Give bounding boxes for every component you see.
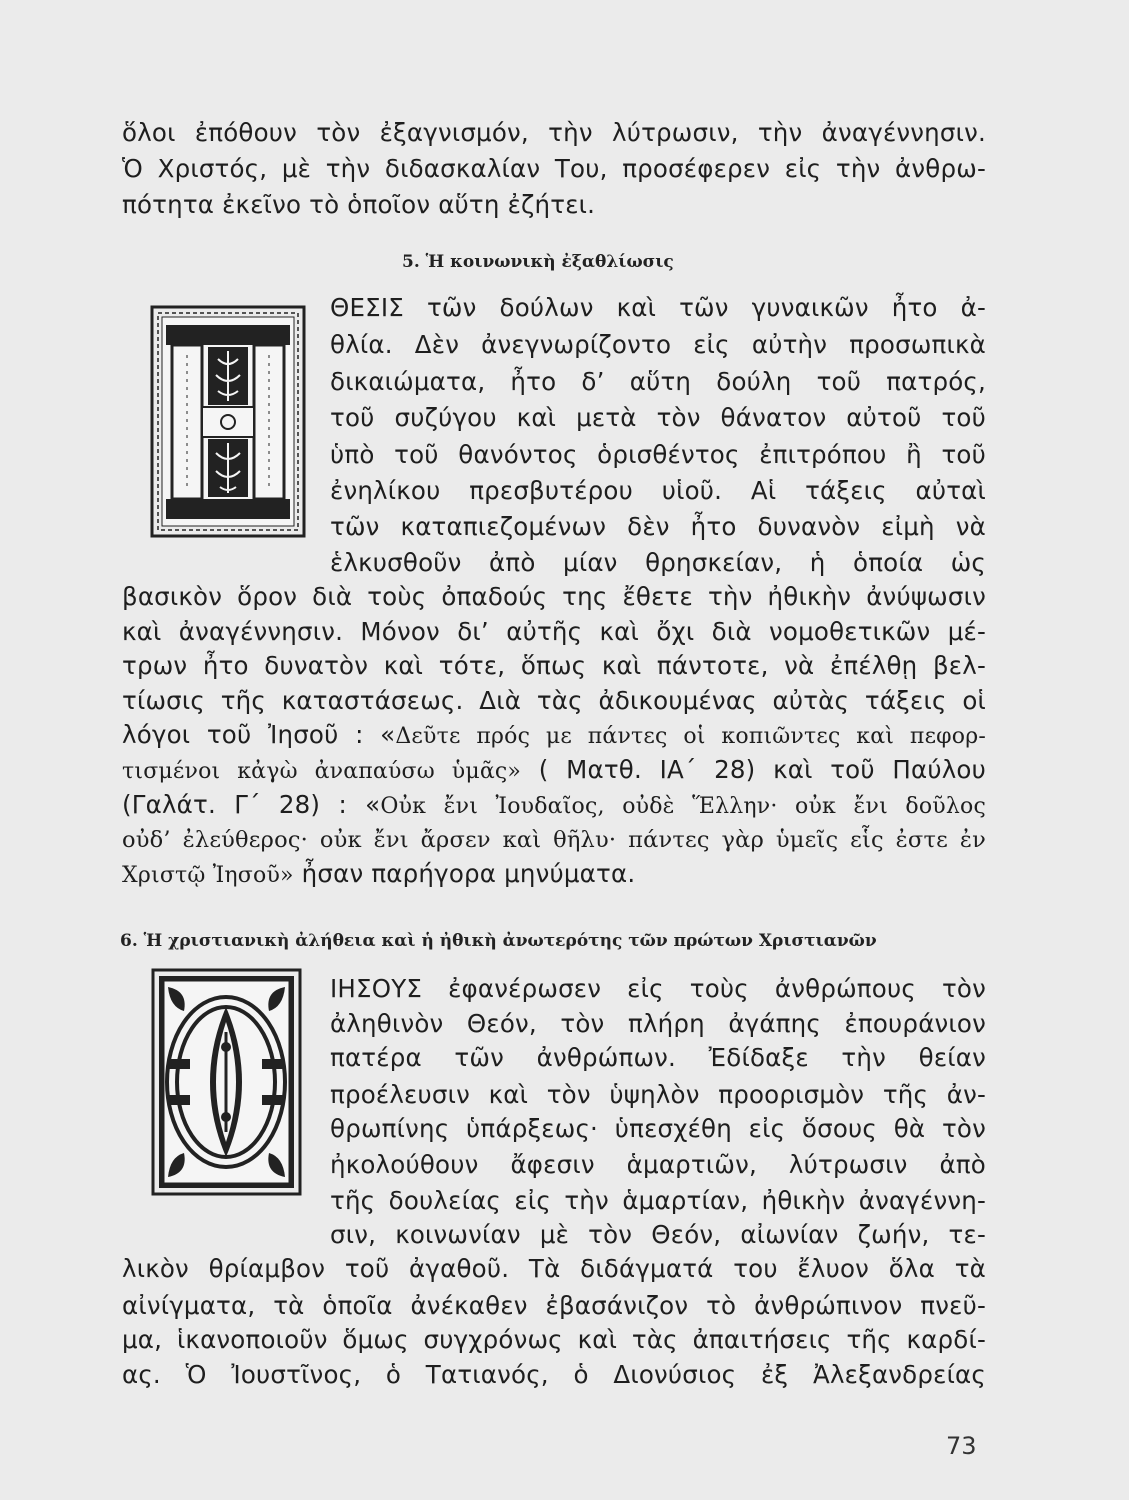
intro-line-2: Ὁ Χριστός, μὲ τὴν διδασκαλίαν Του, προσέφερεν εἰς τὴν ἀνθρω- xyxy=(122,154,986,183)
matthew-quote-end: τισμένοι κἀγὼ ἀναπαύσω ὑμᾶς» xyxy=(122,759,522,784)
s6-line-2: ἀληθινὸν Θεόν, τὸν πλήρη ἀγάπης ἐπουράνιον xyxy=(330,1009,986,1038)
galatians-quote-middle: οὐδ’ ἐλεύθερος· οὐκ ἔνι ἄρσεν καὶ θῆλυ· πάντες γὰρ ὑμεῖς εἷς ἐστε ἐν xyxy=(122,827,986,853)
section-5-heading: 5. Ἡ κοινωνικὴ ἐξαθλίωσις xyxy=(402,252,674,272)
s5-line-17-text: ἦσαν παρήγορα μηνύματα. xyxy=(293,859,636,888)
s6-line-7: τῆς δουλείας εἰς τὴν ἁμαρτίαν, ἠθικὴν ἀναγέννη- xyxy=(330,1186,986,1215)
s5-line-13 xyxy=(122,717,986,753)
s5-line-15 xyxy=(122,787,986,823)
s6-line-5: θρωπίνης ὑπάρξεως· ὑπεσχέθη εἰς ὅσους θὰ τὸν xyxy=(330,1114,986,1143)
s6-line-8: σιν, κοινωνίαν μὲ τὸν Θεόν, αἰωνίαν ζωήν, τε- xyxy=(330,1220,986,1249)
intro-line-3: πότητα ἐκεῖνο τὸ ὁποῖον αὕτη ἐζήτει. xyxy=(122,190,596,219)
s5-line-8: ἑλκυσθοῦν ἀπὸ μίαν θρησκείαν, ἡ ὁποία ὡς xyxy=(330,548,986,577)
s6-line-6: ἠκολούθουν ἄφεσιν ἁμαρτιῶν, λύτρωσιν ἀπὸ xyxy=(330,1150,986,1179)
s6-line-4: προέλευσιν καὶ τὸν ὑψηλὸν προορισμὸν τῆς ἀν- xyxy=(330,1080,986,1109)
s5-line-14-text: ( Ματθ. ΙΑ΄ 28) καὶ τοῦ Παύλου xyxy=(521,755,986,784)
s5-line-1: ΘΕΣΙΣ τῶν δούλων καὶ τῶν γυναικῶν ἦτο ἀ- xyxy=(330,293,986,322)
decorated-initial-omicron xyxy=(150,967,303,1197)
s6-line-12: ας. Ὁ Ἰουστῖνος, ὁ Τατιανός, ὁ Διονύσιος ἐξ Ἀλεξανδρείας xyxy=(122,1360,986,1389)
s5-line-17 xyxy=(122,856,986,892)
s5-line-15-text: (Γαλάτ. Γ΄ 28) : « xyxy=(122,790,381,819)
matthew-quote-start: Δεῦτε πρός με πάντες οἱ κοπιῶντες καὶ πεφορ- xyxy=(395,724,986,749)
s5-line-12: τίωσις τῆς καταστάσεως. Διὰ τὰς ἀδικουμένας αὐτὰς τάξεις οἱ xyxy=(122,686,986,715)
s5-line-6: ἐνηλίκου πρεσβυτέρου υἱοῦ. Αἱ τάξεις αὐταὶ xyxy=(330,476,986,505)
s6-line-11: μα, ἱκανοποιοῦν ὅμως συγχρόνως καὶ τὰς ἀπαιτήσεις τῆς καρδί- xyxy=(122,1325,986,1354)
s5-line-13-text: λόγοι τοῦ Ἰησοῦ : « xyxy=(122,720,396,749)
s6-line-1: ΙΗΣΟΥΣ ἐφανέρωσεν εἰς τοὺς ἀνθρώπους τὸν xyxy=(330,974,986,1003)
s5-line-3: δικαιώματα, ἦτο δ’ αὕτη δούλη τοῦ πατρός, xyxy=(330,367,986,396)
s5-line-5: ὑπὸ τοῦ θανόντος ὁρισθέντος ἐπιτρόπου ἢ τοῦ xyxy=(330,440,986,469)
s5-line-10: καὶ ἀναγέννησιν. Μόνον δι’ αὐτῆς καὶ ὄχι διὰ νομοθετικῶν μέ- xyxy=(122,617,986,646)
s5-line-14 xyxy=(122,752,986,788)
section-6-heading: 6. Ἡ χριστιανικὴ ἀλήθεια καὶ ἡ ἠθικὴ ἀνωτερότης τῶν πρώτων Χριστιανῶν xyxy=(120,931,877,951)
s5-line-11: τρων ἦτο δυνατὸν καὶ τότε, ὅπως καὶ πάντοτε, νὰ ἐπέλθῃ βελ- xyxy=(122,651,986,680)
galatians-quote-end: Χριστῷ Ἰησοῦ» xyxy=(122,863,294,888)
page-number: 73 xyxy=(946,1432,977,1460)
s5-line-2: θλία. Δὲν ἀνεγνωρίζοντο εἰς αὐτὴν προσωπικὰ xyxy=(330,330,986,359)
s5-line-9: βασικὸν ὅρον διὰ τοὺς ὀπαδούς της ἔθετε τὴν ἠθικὴν ἀνύψωσιν xyxy=(122,582,986,611)
galatians-quote-start: Οὐκ ἔνι Ἰουδαῖος, οὐδὲ Ἕλλην· οὐκ ἔνι δοῦλος xyxy=(380,794,986,819)
intro-line-1: ὅλοι ἐπόθουν τὸν ἐξαγνισμόν, τὴν λύτρωσιν, τὴν ἀναγέννησιν. xyxy=(122,118,986,147)
s6-line-3: πατέρα τῶν ἀνθρώπων. Ἐδίδαξε τὴν θείαν xyxy=(330,1043,986,1072)
decorated-initial-eta xyxy=(148,303,308,540)
s6-line-10: αἰνίγματα, τὰ ὁποῖα ἀνέκαθεν ἐβασάνιζον τὸ ἀνθρώπινον πνεῦ- xyxy=(122,1291,986,1320)
s5-line-7: τῶν καταπιεζομένων δὲν ἦτο δυνανὸν εἰμὴ νὰ xyxy=(330,512,986,541)
s5-line-4: τοῦ συζύγου καὶ μετὰ τὸν θάνατον αὐτοῦ τοῦ xyxy=(330,403,986,432)
s6-line-9: λικὸν θρίαμβον τοῦ ἀγαθοῦ. Τὰ διδάγματά του ἔλυον ὅλα τὰ xyxy=(122,1254,986,1283)
